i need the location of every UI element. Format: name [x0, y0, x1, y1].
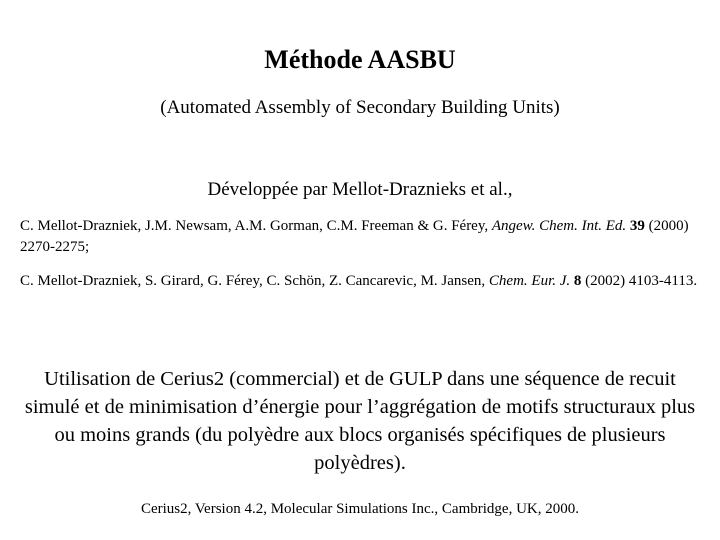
slide-title: Méthode AASBU — [264, 45, 456, 74]
reference-2-volume: 8 — [573, 273, 582, 289]
reference-2-authors: C. Mellot-Drazniek, S. Girard, G. Férey, C. Schön, Z. Cancarevic, M. Jansen, — [20, 273, 489, 289]
reference-2-details: (2002) 4103-4113. — [581, 273, 698, 289]
reference-2-journal: Chem. Eur. J. — [488, 273, 571, 289]
developed-by-line: Développée par Mellot-Draznieks et al., — [207, 179, 513, 200]
reference-1-authors: C. Mellot-Drazniek, J.M. Newsam, A.M. Gorman, C.M. Freeman & G. Férey, — [20, 218, 492, 234]
reference-1 — [20, 216, 700, 258]
reference-1-journal: Angew. Chem. Int. Ed. — [491, 218, 627, 234]
reference-1-details: (2000) 2270-2275; — [20, 218, 689, 255]
software-reference: Cerius2, Version 4.2, Molecular Simulations Inc., Cambridge, UK, 2000. — [140, 501, 579, 517]
method-description: Utilisation de Cerius2 (commercial) et de GULP dans une séquence de recuit simulé et de minimisation d’énergie pour l’aggrégation de motifs structuraux plus ou moins grands (du polyèdre aux blocs organisés spécifiques de plusieurs polyèdres). — [24, 368, 696, 474]
slide-subtitle: (Automated Assembly of Secondary Building Units) — [160, 97, 560, 118]
reference-2 — [20, 271, 700, 292]
reference-1-volume: 39 — [629, 218, 645, 234]
